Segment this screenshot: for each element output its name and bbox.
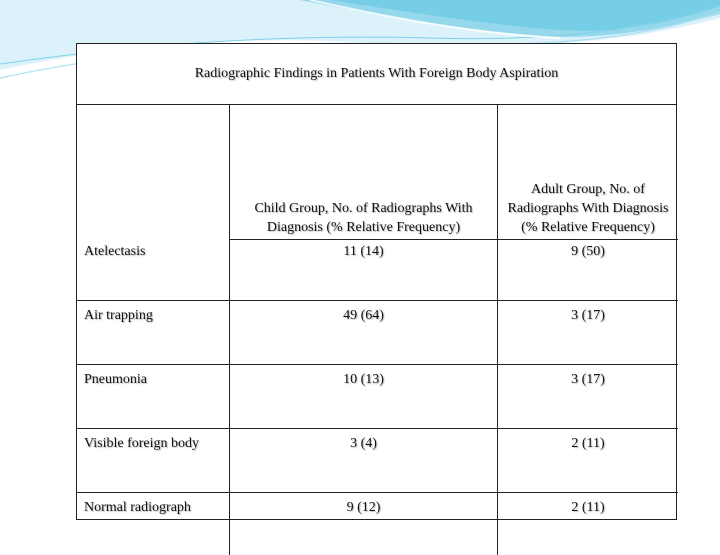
row-label: Air trapping bbox=[77, 301, 230, 365]
header-cell-adult-group: Adult Group, No. of Radiographs With Diagnosis (% Relative Frequency) bbox=[498, 105, 679, 240]
table-header-row bbox=[77, 105, 678, 240]
table-row bbox=[77, 429, 678, 493]
child-value: 49 (64) bbox=[230, 301, 498, 365]
child-value: 10 (13) bbox=[230, 365, 498, 429]
child-value: 9 (12) bbox=[230, 493, 498, 555]
child-value: 3 (4) bbox=[230, 429, 498, 493]
child-value: 11 (14) bbox=[230, 240, 498, 301]
row-label: Atelectasis bbox=[77, 240, 230, 301]
adult-value: 3 (17) bbox=[498, 301, 679, 365]
row-label: Normal radiograph bbox=[77, 493, 230, 555]
adult-value: 2 (11) bbox=[498, 493, 679, 555]
adult-value: 9 (50) bbox=[498, 240, 679, 301]
table-row bbox=[77, 240, 678, 301]
table-row bbox=[77, 365, 678, 429]
row-label: Pneumonia bbox=[77, 365, 230, 429]
adult-value: 3 (17) bbox=[498, 365, 679, 429]
table-row bbox=[77, 493, 678, 555]
header-cell-finding bbox=[77, 105, 230, 240]
row-label: Visible foreign body bbox=[77, 429, 230, 493]
header-cell-child-group: Child Group, No. of Radiographs With Diagnosis (% Relative Frequency) bbox=[230, 105, 498, 240]
findings-table bbox=[77, 105, 678, 555]
table-title: Radiographic Findings in Patients With Foreign Body Aspiration bbox=[77, 44, 676, 105]
adult-value: 2 (11) bbox=[498, 429, 679, 493]
table-row bbox=[77, 301, 678, 365]
findings-table-frame bbox=[76, 43, 677, 520]
